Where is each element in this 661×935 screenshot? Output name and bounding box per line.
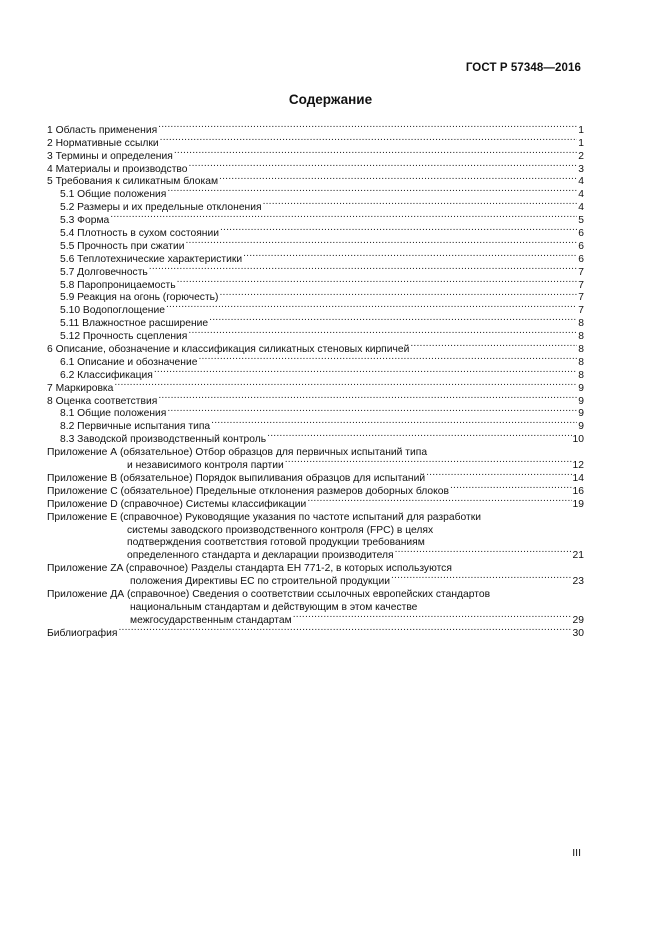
toc-dot-leader [188, 326, 577, 339]
toc-dot-leader [391, 571, 572, 584]
toc-dot-leader [167, 404, 577, 417]
page-number: III [572, 847, 581, 859]
toc-dot-leader [219, 172, 577, 185]
toc-entry-title: 5.5 Прочность при сжатии [60, 240, 185, 252]
toc-entry-title: национальным стандартам и действующим в этом качестве [130, 601, 418, 613]
toc-entry-title: 4 Материалы и производство [47, 163, 188, 175]
toc-dot-leader [307, 494, 571, 507]
toc-entry-page: 29 [572, 614, 584, 626]
toc-entry[interactable] [47, 391, 584, 407]
toc-entry-title: 6.2 Классификация [60, 369, 153, 381]
toc-dot-leader [118, 623, 571, 636]
toc-entry-page: 9 [578, 421, 584, 433]
toc-entry-page: 10 [572, 434, 584, 446]
toc-entry-page: 2 [578, 150, 584, 162]
toc-entry-page: 8 [578, 318, 584, 330]
toc-entry-page: 7 [578, 305, 584, 317]
toc-dot-leader [263, 197, 578, 210]
toc-entry-page: 6 [578, 228, 584, 240]
toc-dot-leader [426, 533, 583, 546]
toc-entry-title: 6 Описание, обозначение и классификация силикатных стеновых кирпичей [47, 344, 410, 356]
toc-entry-title: Приложение С (обязательное) Предельные отклонения размеров доборных блоков [47, 485, 449, 497]
table-of-contents [47, 120, 584, 639]
toc-entry-title: Приложение А (обязательное) Отбор образцов для первичных испытаний типа [47, 447, 428, 459]
toc-dot-leader [149, 262, 577, 275]
toc-dot-leader [450, 481, 572, 494]
toc-entry-page: 4 [578, 202, 584, 214]
toc-dot-leader [189, 159, 578, 172]
toc-dot-leader [410, 339, 577, 352]
toc-dot-leader [177, 275, 578, 288]
toc-entry-title: системы заводского производственного контроля (FPC) в целях [127, 524, 434, 536]
toc-entry[interactable] [47, 378, 584, 394]
toc-entry-page: 1 [578, 137, 584, 149]
toc-dot-leader [293, 610, 572, 623]
toc-entry-title: 5 Требования к силикатным блокам [47, 176, 219, 188]
toc-entry-title: 5.11 Влажностное расширение [60, 318, 209, 330]
toc-entry-page: 8 [578, 369, 584, 381]
toc-entry-page: 7 [578, 292, 584, 304]
toc-entry-page: 4 [578, 176, 584, 188]
toc-dot-leader [211, 416, 577, 429]
toc-entry-title: 5.1 Общие положения [60, 189, 167, 201]
toc-dot-leader [158, 120, 577, 133]
toc-entry-title: 8 Оценка соответствия [47, 395, 158, 407]
toc-dot-leader [243, 249, 577, 262]
toc-entry-page: 1 [578, 124, 584, 136]
toc-entry-title: 8.2 Первичные испытания типа [60, 421, 211, 433]
toc-entry[interactable] [47, 223, 584, 240]
document-code: ГОСТ Р 57348—2016 [465, 62, 581, 74]
toc-entry-title: 6.1 Описание и обозначение [60, 356, 198, 368]
toc-entry-page: 23 [572, 576, 584, 588]
toc-dot-leader [426, 468, 571, 481]
toc-entry-title: 3 Термины и определения [47, 150, 173, 162]
toc-entry-page: 9 [578, 395, 584, 407]
toc-dot-leader [285, 455, 572, 468]
toc-dot-leader [167, 184, 577, 197]
toc-entry-page: 8 [578, 331, 584, 343]
toc-entry-title: подтверждения соответствия готовой продукции требованиям [127, 537, 425, 549]
toc-entry-page: 21 [572, 550, 584, 562]
toc-entry-title: межгосударственным стандартам [130, 614, 292, 626]
toc-entry-page: 9 [578, 382, 584, 394]
toc-entry-page: 8 [578, 344, 584, 356]
toc-dot-leader [267, 429, 571, 442]
toc-dot-leader [154, 365, 577, 378]
toc-entry-title: 5.12 Прочность сцепления [60, 331, 188, 343]
toc-dot-leader [209, 313, 577, 326]
toc-entry-title: 5.7 Долговечность [60, 266, 148, 278]
toc-entry-title: 8.1 Общие положения [60, 408, 167, 420]
toc-entry-title: 5.4 Плотность в сухом состоянии [60, 228, 219, 240]
toc-entry-title: Приложение D (справочное) Системы классификации [47, 498, 307, 510]
toc-entry-title: 5.10 Водопоглощение [60, 305, 165, 317]
toc-entry-title: положения Директивы ЕС по строительной продукции [130, 576, 390, 588]
toc-dot-leader [418, 597, 583, 610]
toc-entry-title: Приложение ДА (справочное) Сведения о соответствии ссылочных европейских стандартов [47, 588, 491, 600]
toc-dot-leader [219, 288, 577, 301]
toc-entry-page: 16 [572, 485, 584, 497]
toc-entry[interactable] [47, 623, 584, 639]
toc-dot-leader [160, 133, 578, 146]
toc-entry-title: Библиография [47, 627, 118, 639]
toc-dot-leader [395, 545, 572, 558]
toc-entry-page: 30 [572, 627, 584, 639]
toc-entry-title: 7 Маркировка [47, 382, 114, 394]
toc-entry-page: 9 [578, 408, 584, 420]
toc-dot-leader [428, 442, 583, 455]
toc-dot-leader [110, 210, 577, 223]
toc-dot-leader [166, 300, 577, 313]
toc-entry-page: 12 [572, 460, 584, 472]
toc-entry-page: 3 [578, 163, 584, 175]
toc-entry[interactable] [47, 610, 584, 626]
toc-entry-title: Приложение В (обязательное) Порядок выпиливания образцов для испытаний [47, 472, 426, 484]
toc-dot-leader [174, 146, 577, 159]
toc-entry-title: и независимого контроля партии [127, 460, 284, 472]
toc-entry-title: 8.3 Заводской производственный контроль [60, 434, 267, 446]
toc-title: Содержание [288, 92, 373, 107]
toc-entry-title: Приложение ZA (справочное) Разделы стандарта ЕН 771-2, в которых используются [47, 563, 452, 575]
toc-dot-leader [453, 558, 583, 571]
toc-entry-page: 5 [578, 215, 584, 227]
toc-entry-page: 6 [578, 253, 584, 265]
toc-dot-leader [158, 391, 577, 404]
toc-dot-leader [482, 507, 583, 520]
toc-entry-page: 14 [572, 472, 584, 484]
toc-entry-title: 5.3 Форма [60, 215, 110, 227]
toc-entry[interactable] [47, 210, 584, 227]
toc-entry-page: 8 [578, 356, 584, 368]
toc-entry-title: Приложение Е (справочное) Руководящие указания по частоте испытаний для разработки [47, 511, 481, 523]
toc-entry-title: 1 Область применения [47, 124, 158, 136]
toc-dot-leader [220, 223, 577, 236]
toc-entry-page: 7 [578, 279, 584, 291]
toc-entry-title: 5.9 Реакция на огонь (горючесть) [60, 292, 219, 304]
toc-entry-title: 5.8 Паропроницаемость [60, 279, 176, 291]
toc-entry-page: 7 [578, 266, 584, 278]
toc-entry-title: 5.6 Теплотехнические характеристики [60, 253, 243, 265]
toc-dot-leader [114, 378, 577, 391]
toc-entry-page: 19 [572, 498, 584, 510]
toc-dot-leader [185, 236, 577, 249]
toc-entry-title: определенного стандарта и декларации производителя [127, 550, 394, 562]
toc-dot-leader [198, 352, 577, 365]
toc-entry-title: 5.2 Размеры и их предельные отклонения [60, 202, 262, 214]
toc-dot-leader [434, 520, 583, 533]
toc-entry-title: 2 Нормативные ссылки [47, 137, 159, 149]
toc-entry[interactable] [47, 120, 584, 136]
toc-entry-page: 4 [578, 189, 584, 201]
toc-dot-leader [491, 584, 583, 597]
toc-entry-page: 6 [578, 240, 584, 252]
